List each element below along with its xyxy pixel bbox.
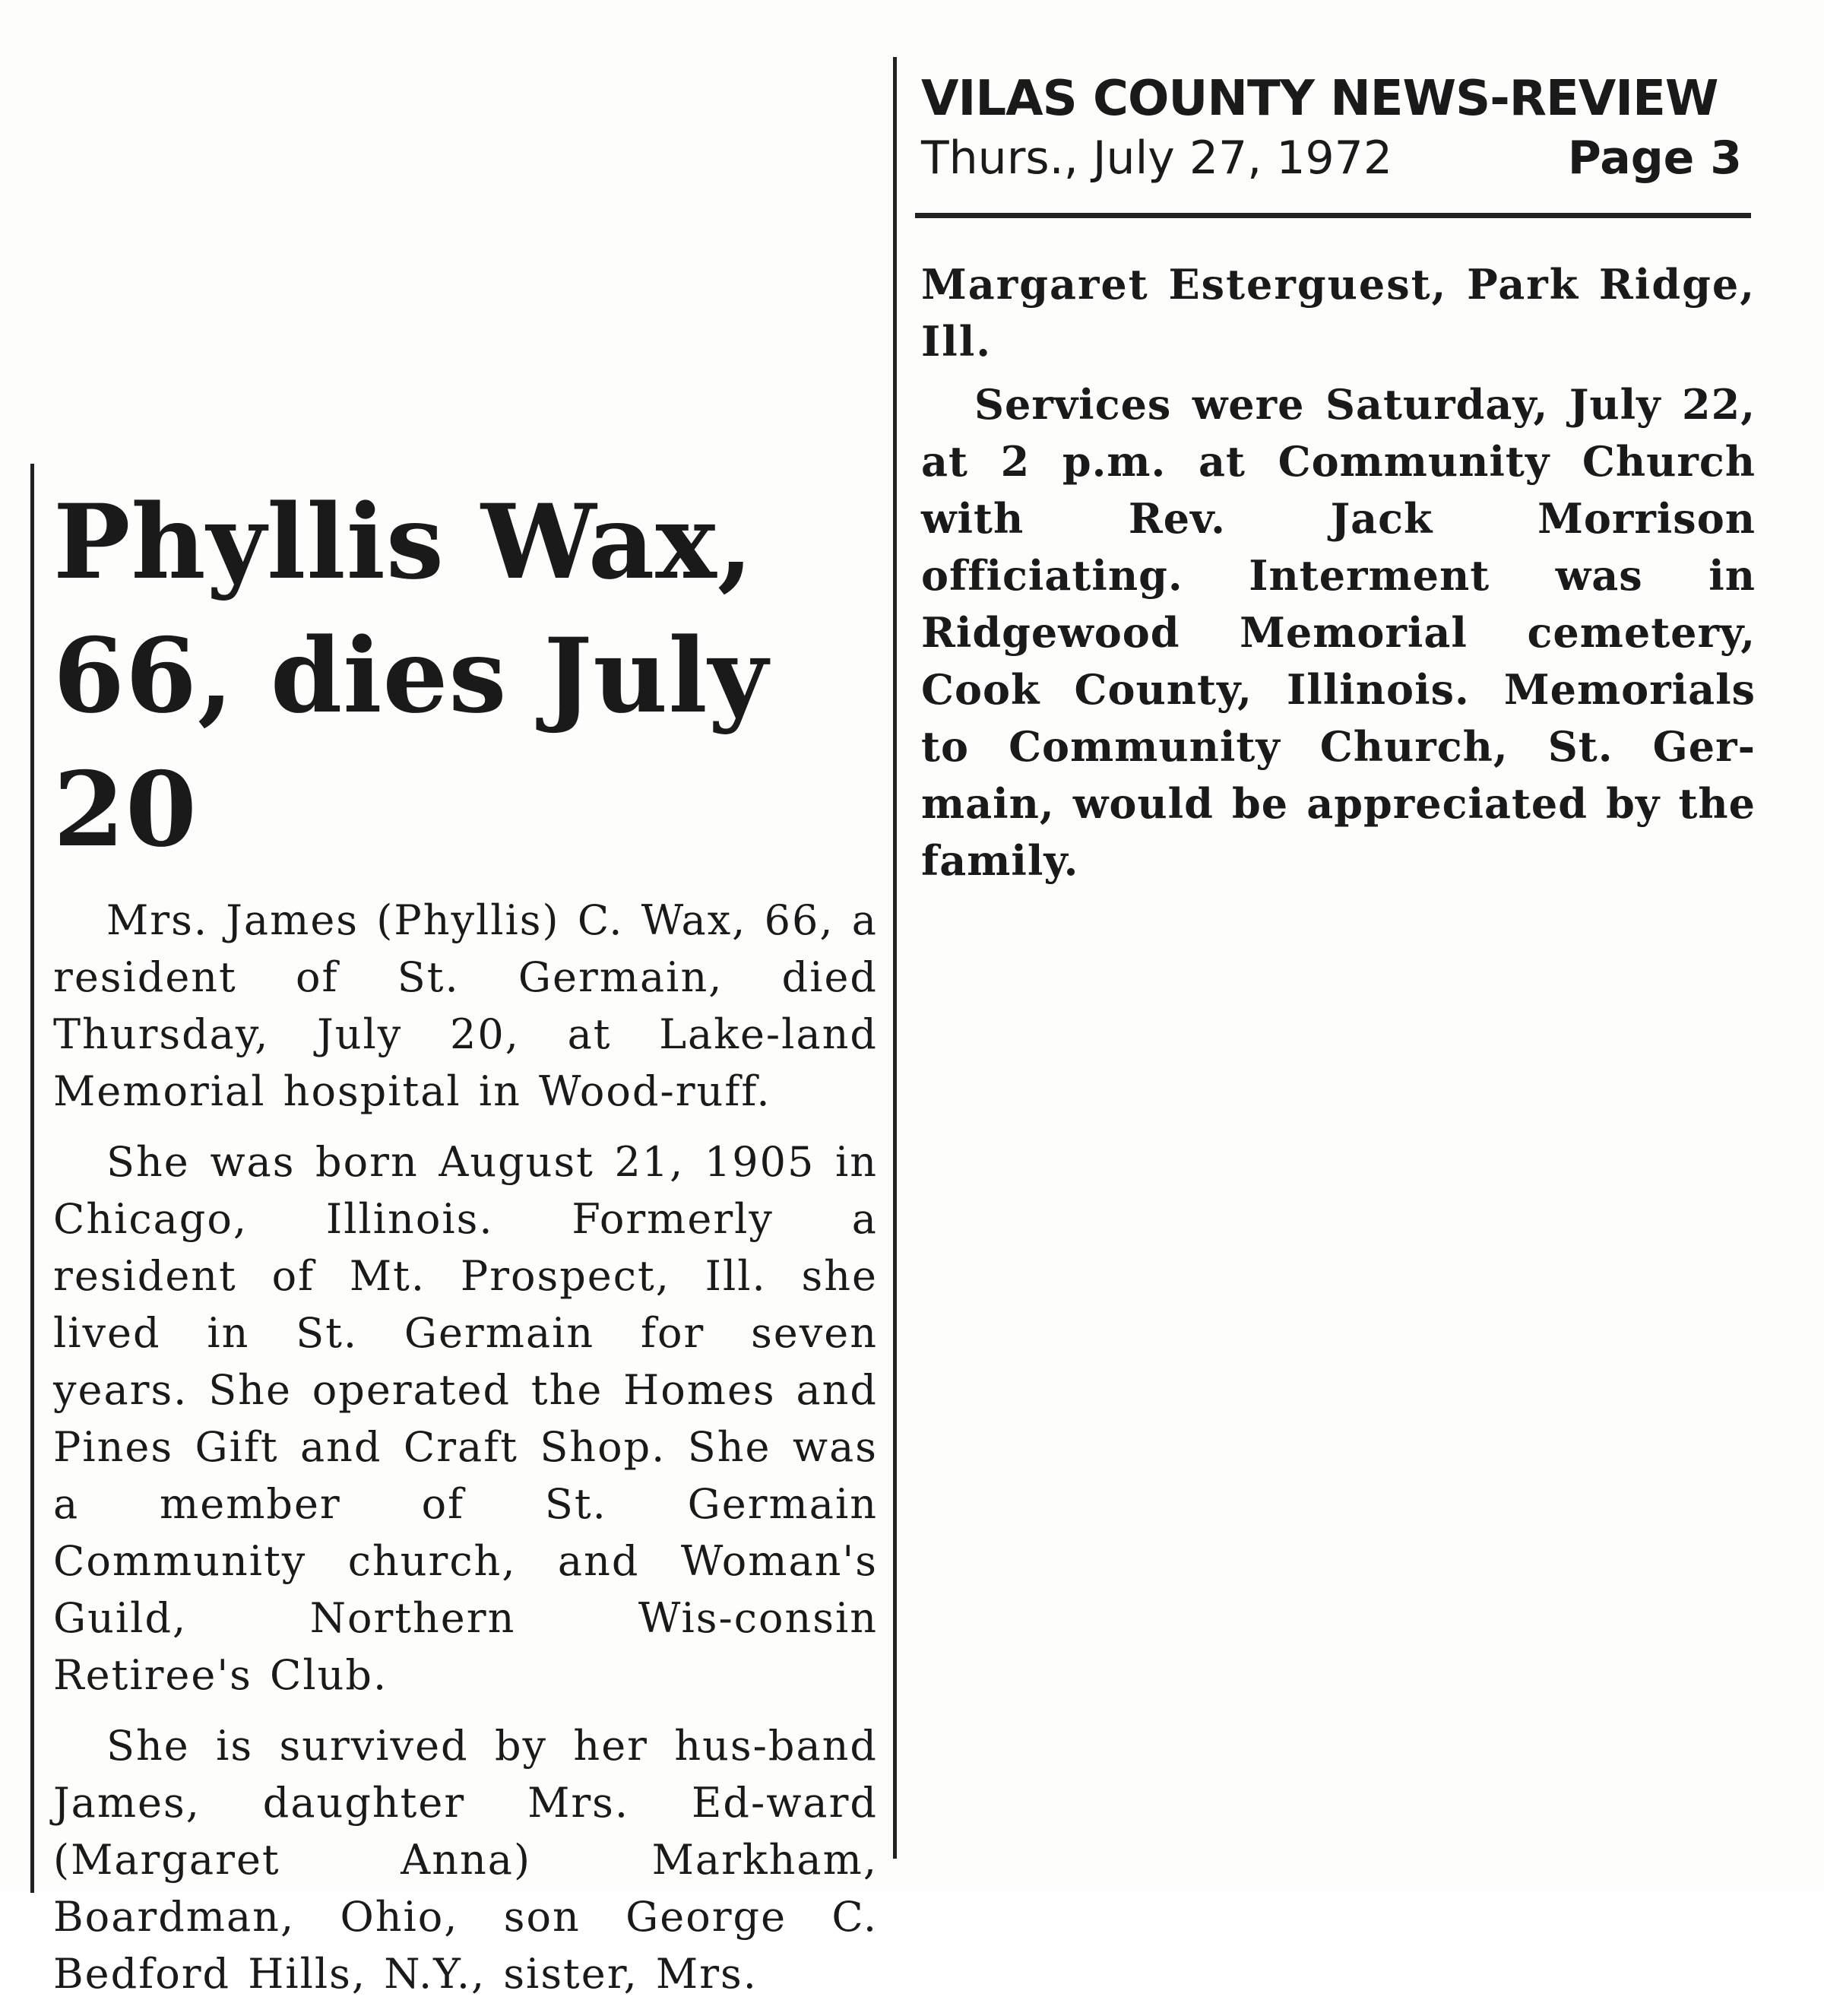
column-rule-middle bbox=[893, 57, 897, 1859]
column-rule-left bbox=[30, 464, 34, 1893]
newspaper-name: VILAS COUNTY NEWS-REVIEW bbox=[921, 71, 1718, 127]
page-number: Page 3 bbox=[1567, 132, 1742, 185]
left-column bbox=[53, 475, 878, 2016]
masthead-dateline bbox=[921, 129, 1742, 187]
right-column bbox=[921, 68, 1756, 889]
issue-date: Thurs., July 27, 1972 bbox=[921, 132, 1393, 185]
article-paragraph-continued: Services were Saturday, July 22, at 2 p.m. at Community Church with Rev. Jack Morrison officiating. Interment was in Ridgewood Memorial cemetery, Cook County, Illinois. Memorials to Community Church, St. Ger-main, would be appreciated by the family. bbox=[921, 380, 1756, 885]
article-paragraph: She was born August 21, 1905 in Chicago, Illinois. Formerly a resident of Mt. Prospect, Ill. she lived in St. Germain for seven years. She operated the Homes and Pines Gift and Craft Shop. She was a member of St. Germain Community church, and Woman's Guild, Northern Wis-consin Retiree's Club. bbox=[53, 1138, 878, 1699]
article-headline: Phyllis Wax, 66, dies July 20 bbox=[53, 481, 769, 870]
article-paragraph-continued: Margaret Esterguest, Park Ridge, Ill. bbox=[921, 260, 1756, 366]
article-paragraph: Mrs. James (Phyllis) C. Wax, 66, a resident of St. Germain, died Thursday, July 20, at Lake-land Memorial hospital in Wood-ruff. bbox=[53, 896, 878, 1115]
masthead-rule bbox=[915, 213, 1751, 218]
article-paragraph: She is survived by her hus-band James, daughter Mrs. Ed-ward (Margaret Anna) Markham, Boardman, Ohio, son George C. Bedford Hills, N.Y., sister, Mrs. bbox=[53, 1722, 878, 1998]
